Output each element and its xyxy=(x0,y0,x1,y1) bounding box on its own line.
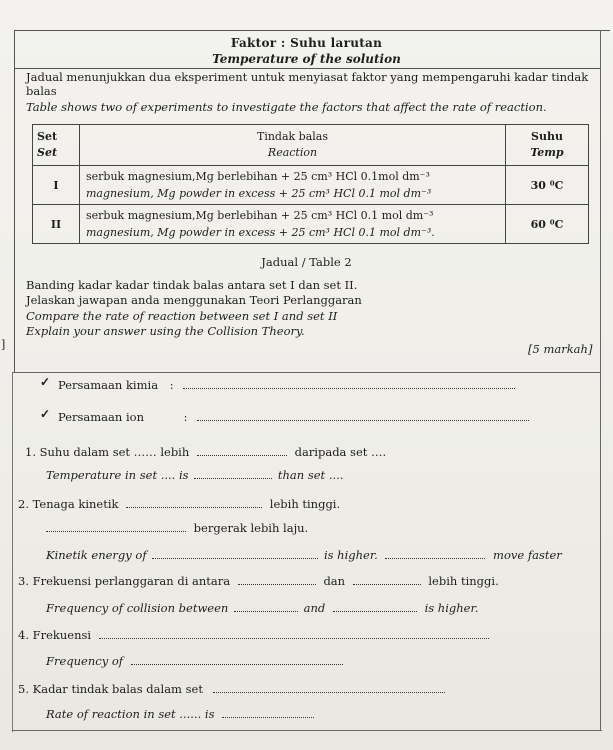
table-row xyxy=(33,166,589,205)
answer-item-4-text: 4. Frekuensi xyxy=(18,628,92,642)
answer-item-4-en-text: Frequency of xyxy=(46,654,124,668)
answer-item-3-en-end: is higher. xyxy=(424,601,479,615)
header-reaction-en: Reaction xyxy=(267,146,318,159)
answer-item-2-bm xyxy=(18,496,340,511)
intro-line-en: Table shows two of experiments to investigate the factors that affect the rate of reaction. xyxy=(26,100,547,114)
answer-item-3-en-text: Frequency of collision between xyxy=(46,601,229,615)
answer-blank[interactable] xyxy=(197,444,287,456)
row-reaction-bm: serbuk magnesium,Mg berlebihan + 25 cm³ HCl 0.1mol dm⁻³ xyxy=(86,170,430,183)
answer-item-2-en-end: move faster xyxy=(493,548,562,562)
answer-item-1-text-end: daripada set …. xyxy=(294,445,387,459)
question-line2-en: Explain your answer using the Collision Theory. xyxy=(26,324,305,338)
frame-bottom-border xyxy=(12,730,602,731)
row-reaction-en: magnesium, Mg powder in excess + 25 cm³ HCl 0.1 mol dm⁻³ xyxy=(86,187,432,200)
intro-line1-bm: Jadual menunjukkan dua eksperiment untuk menyiasat faktor yang mempengaruhi kadar tindak xyxy=(26,70,589,84)
answer-item-1-en-text: Temperature in set .... is xyxy=(46,468,189,482)
answer-blank[interactable] xyxy=(234,600,298,612)
answer-blank[interactable] xyxy=(385,547,485,559)
intro-line2-bm: balas xyxy=(26,84,57,98)
answer-item-5-en xyxy=(46,706,314,721)
answer-blank[interactable] xyxy=(238,573,316,585)
row-reaction xyxy=(80,166,506,205)
answer-blank[interactable] xyxy=(46,520,186,532)
answer-item-3-en xyxy=(46,600,478,615)
answer-blank[interactable] xyxy=(213,681,445,693)
answer-blank[interactable] xyxy=(197,409,529,421)
answer-item-2-text-line2: bergerak lebih laju. xyxy=(193,521,309,535)
answer-section-divider xyxy=(12,372,600,373)
header-set xyxy=(33,125,80,166)
answer-item-3-en-mid: and xyxy=(303,601,326,615)
header-set-bm: Set xyxy=(37,130,58,143)
row-reaction-en: magnesium, Mg powder in excess + 25 cm³ HCl 0.1 mol dm⁻³. xyxy=(86,226,435,239)
row-temp: 30 ⁰C xyxy=(506,166,589,205)
question-line2-bm: Jelaskan jawapan anda menggunakan Teori Perlanggaran xyxy=(26,293,362,307)
answer-item-3-bm xyxy=(18,573,499,588)
frame-right-border xyxy=(600,30,601,730)
chemical-equation-label xyxy=(58,377,515,392)
colon: : xyxy=(169,378,174,392)
question-line1-bm: Banding kadar kadar tindak balas antara set I dan set II. xyxy=(26,278,358,292)
row-set-label: II xyxy=(33,205,80,244)
header-temp-bm: Suhu xyxy=(531,130,563,143)
answer-item-5-text: 5. Kadar tindak balas dalam set xyxy=(18,682,203,696)
chemical-equation-text: Persamaan kimia xyxy=(58,378,159,392)
answer-item-2-en-text: Kinetik energy of xyxy=(46,548,147,562)
header-reaction-bm: Tindak balas xyxy=(256,130,329,143)
answer-item-1-en-text-end: than set .... xyxy=(277,468,344,482)
table-header-row xyxy=(33,125,589,166)
marks-label: [5 markah] xyxy=(528,342,593,356)
answer-blank[interactable] xyxy=(183,377,515,389)
check-mark-icon: ✓ xyxy=(40,407,51,421)
answer-item-4-bm xyxy=(18,627,489,642)
side-bracket-mark: ] xyxy=(1,338,6,351)
answer-item-1-text: 1. Suhu dalam set …… lebih xyxy=(25,445,190,459)
page-title-en: Temperature of the solution xyxy=(212,52,401,66)
answer-item-2-en xyxy=(46,547,562,562)
answer-blank[interactable] xyxy=(99,627,489,639)
row-set-label: I xyxy=(33,166,80,205)
answer-item-5-en-text: Rate of reaction in set ...... xyxy=(46,707,202,721)
header-divider xyxy=(14,68,600,69)
answer-item-5-en-is: is xyxy=(204,707,215,721)
header-temp xyxy=(506,125,589,166)
answer-item-4-en xyxy=(46,653,343,668)
experiment-table xyxy=(32,124,589,244)
answer-blank[interactable] xyxy=(131,653,343,665)
header-set-en: Set xyxy=(37,146,58,159)
answer-item-5-bm xyxy=(18,681,445,696)
table-caption: Jadual / Table 2 xyxy=(261,255,352,269)
answer-item-1-bm xyxy=(25,444,386,459)
frame-left-border-lower xyxy=(12,372,13,732)
answer-blank[interactable] xyxy=(333,600,417,612)
answer-blank[interactable] xyxy=(353,573,421,585)
check-mark-icon: ✓ xyxy=(40,375,51,389)
frame-left-border xyxy=(14,30,15,372)
answer-item-3-mid: dan xyxy=(323,574,346,588)
answer-item-1-en xyxy=(46,467,343,482)
answer-item-2-bm-line2 xyxy=(46,520,308,535)
ionic-equation-text: Persamaan ion xyxy=(58,410,144,424)
answer-item-2-text-end: lebih tinggi. xyxy=(269,497,341,511)
row-temp: 60 ⁰C xyxy=(506,205,589,244)
answer-blank[interactable] xyxy=(126,496,262,508)
frame-top-border xyxy=(14,30,610,31)
page-title-bm: Faktor : Suhu larutan xyxy=(230,36,383,50)
ionic-equation-label xyxy=(58,409,529,424)
answer-blank[interactable] xyxy=(194,467,272,479)
question-line1-en: Compare the rate of reaction between set I and set II xyxy=(26,309,338,323)
header-reaction xyxy=(80,125,506,166)
answer-blank[interactable] xyxy=(222,706,314,718)
answer-item-3-end: lebih tinggi. xyxy=(428,574,499,588)
table-row xyxy=(33,205,589,244)
answer-item-3-text: 3. Frekuensi perlanggaran di antara xyxy=(18,574,231,588)
header-temp-en: Temp xyxy=(530,146,564,159)
row-reaction xyxy=(80,205,506,244)
answer-item-2-text: 2. Tenaga kinetik xyxy=(18,497,119,511)
answer-blank[interactable] xyxy=(152,547,318,559)
row-reaction-bm: serbuk magnesium,Mg berlebihan + 25 cm³ HCl 0.1 mol dm⁻³ xyxy=(86,209,434,222)
answer-item-2-en-mid: is higher. xyxy=(323,548,378,562)
colon: : xyxy=(183,410,188,424)
